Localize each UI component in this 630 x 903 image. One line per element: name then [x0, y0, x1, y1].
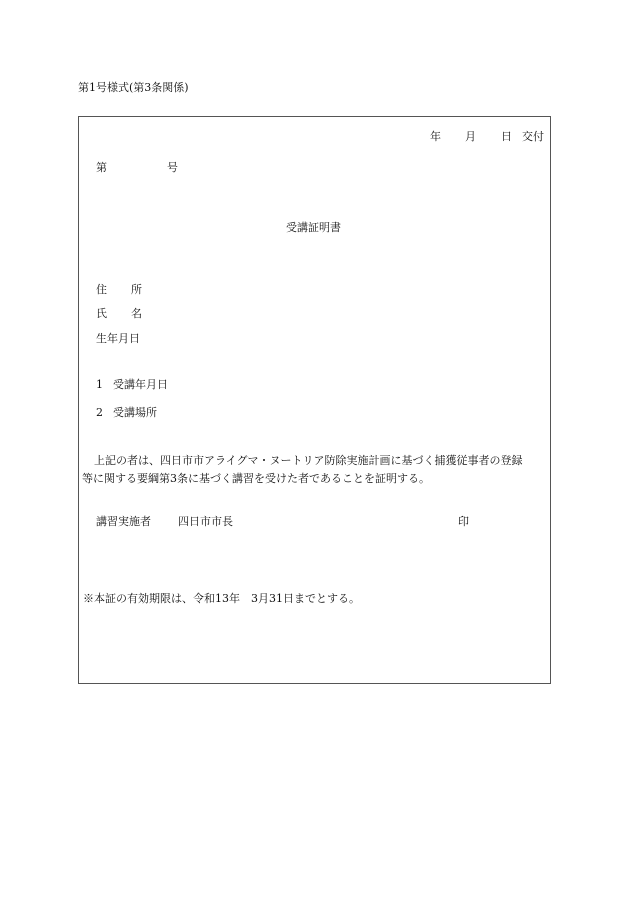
address-label-part1: 住	[96, 283, 107, 296]
name-label-part1: 氏	[96, 307, 107, 320]
validity-note: ※本証の有効期限は、令和13年 3月31日までとする。	[83, 592, 360, 605]
certification-statement: 上記の者は、四日市市アライグマ・ヌートリア防除実施計画に基づく捕獲従事者の登録等に関する要綱第3条に基づく講習を受けた者であることを証明する。	[82, 454, 523, 485]
item-label-course-place: 受講場所	[113, 406, 157, 419]
form-number-label: 第1号様式(第3条関係)	[78, 81, 189, 94]
issue-year-label: 年	[430, 130, 441, 143]
item-label-course-date: 受講年月日	[113, 378, 168, 391]
name-label-part2: 名	[131, 307, 142, 320]
birthdate-label: 生年月日	[96, 332, 140, 345]
issue-day-label: 日	[501, 130, 512, 143]
address-label-part2: 所	[131, 283, 142, 296]
issued-label: 交付	[522, 130, 544, 143]
document-title: 受講証明書	[286, 221, 341, 234]
number-suffix: 号	[167, 161, 178, 174]
implementer-label: 講習実施者	[96, 515, 151, 528]
number-prefix: 第	[96, 161, 107, 174]
item-number: 2	[96, 406, 103, 419]
implementer-name: 四日市市長	[178, 515, 233, 528]
issue-month-label: 月	[465, 130, 476, 143]
seal-mark: 印	[458, 515, 469, 528]
item-number: 1	[96, 378, 103, 391]
